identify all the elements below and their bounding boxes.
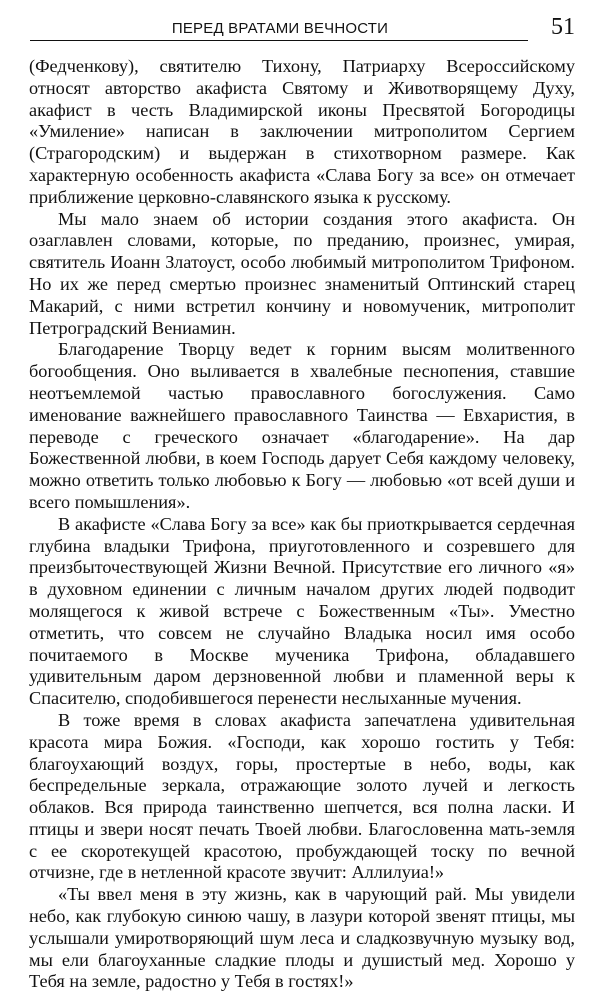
paragraph-4: В акафисте «Слава Богу за все» как бы приоткрывается сердечная глубина владыки Трифона, приуготовленного и созревшего для преизбыточествующей Жизни Вечной. Присутствие его личного «я» в духовном единении с личным началом других людей подводит молящегося к живой встрече с Божественным «Ты». Уместно отметить, что совсем не случайно Владыка носил имя особо почитаемого в Москве мученика Трифона, обладавшего удивительным даром дерзновенной любви и пламенной веры к Спасителю, сподобившегося перенести неслыханные мучения. — [29, 513, 575, 709]
paragraph-1: (Федченкову), святителю Тихону, Патриарху Всероссийскому относят авторство акафиста Святому и Животворящему Духу, акафист в честь Владимирской иконы Пресвятой Богородицы «Умиление» написан в заключении митрополитом Сергием (Страгородским) и выдержан в стихотворном размере. Как характерную особенность акафиста «Слава Богу за все» он отмечает приближение церковно-славянского языка к русскому. — [29, 56, 575, 207]
page-header — [30, 14, 575, 44]
paragraph-3: Благодарение Творцу ведет к горним высям молитвенного богообщения. Оно выливается в хвалебные песнопения, ставшие неотъемлемой частью православного богослужения. Само именование важнейшего православного Таинства — Евхаристия, в переводе с греческого означает «благодарение». На дар Божественной любви, в коем Господь дарует Себя каждому человеку, можно ответить только любовью к Богу — любовью «от всей души и всего помышления». — [29, 339, 575, 512]
running-title: ПЕРЕД ВРАТАМИ ВЕЧНОСТИ — [171, 20, 389, 37]
paragraph-6: «Ты ввел меня в эту жизнь, как в чарующий рай. Мы увидели небо, как глубокую синюю чашу, в лазури которой звенят птицы, мы услышали умиротворяющий шум леса и сладкозвучную музыку вод, мы ели благоуханные сладкие плоды и душистый мед. Хорошо у Тебя на земле, радостно у Тебя в гостях!» — [29, 884, 575, 992]
page-number: 51 — [551, 14, 575, 40]
body-text — [29, 56, 575, 993]
paragraph-5: В тоже время в словах акафиста запечатлена удивительная красота мира Божия. «Господи, как хорошо гостить у Тебя: благоухающий воздух, горы, простертые в небо, воды, как беспредельные зеркала, отражающие золото лучей и легкость облаков. Вся природа таинственно шепчется, вся полна ласки. И птицы и звери носят печать Твоей любви. Благословенна мать-земля с ее скоротекущей красотою, пробуждающей тоску по вечной отчизне, где в нетленной красоте звучит: Аллилуиа!» — [29, 709, 575, 883]
paragraph-2: Мы мало знаем об истории создания этого акафиста. Он озаглавлен словами, которые, по преданию, произнес, умирая, святитель Иоанн Златоуст, особо любимый митрополитом Трифоном. Но их же перед смертью произнес знаменитый Оптинский старец Макарий, с ними встретил кончину и новомученик, митрополит Петроградский Вениамин. — [29, 208, 575, 338]
header-rule — [30, 40, 528, 41]
